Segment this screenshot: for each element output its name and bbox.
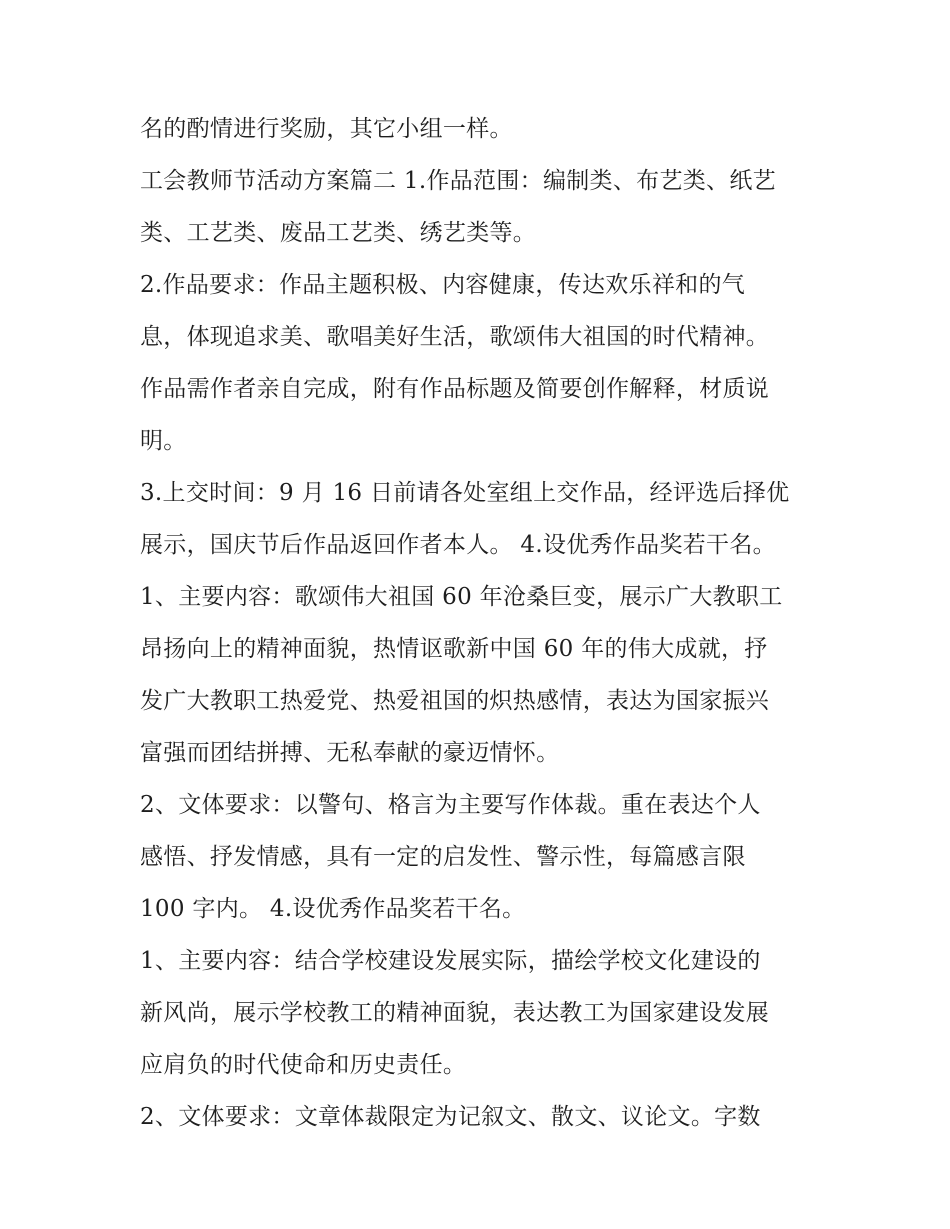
text-line: 2、文体要求：文章体裁限定为记叙文、散文、议论文。字数: [140, 1104, 761, 1130]
text-line: 1、主要内容：结合学校建设发展实际，描绘学校文化建设的: [140, 948, 761, 974]
text-line: 100 字内。 4.设优秀作品奖若干名。: [140, 896, 526, 922]
text-line: 应肩负的时代使命和历史责任。: [140, 1052, 467, 1078]
text-line: 1、主要内容：歌颂伟大祖国 60 年沧桑巨变，展示广大教职工: [140, 584, 783, 610]
text-line: 工会教师节活动方案篇二 1.作品范围：编制类、布艺类、纸艺: [140, 168, 776, 194]
paragraph-style-requirements-1: [140, 779, 820, 935]
paragraph-scope: [140, 155, 820, 259]
text-line: 感悟、抒发情感，具有一定的启发性、警示性，每篇感言限: [140, 844, 746, 870]
paragraph-award-note: [140, 103, 820, 155]
text-line: 作品需作者亲自完成，附有作品标题及简要创作解释，材质说: [140, 376, 770, 402]
paragraph-requirements: [140, 259, 820, 467]
paragraph-submission-time: [140, 467, 820, 571]
text-line: 2.作品要求：作品主题积极、内容健康，传达欢乐祥和的气: [140, 272, 746, 298]
text-line: 名的酌情进行奖励，其它小组一样。: [140, 116, 513, 142]
text-line: 明。: [140, 428, 187, 454]
text-line: 富强而团结拼搏、无私奉献的豪迈情怀。: [140, 740, 560, 766]
text-line: 展示，国庆节后作品返回作者本人。 4.设优秀作品奖若干名。: [140, 532, 776, 558]
text-line: 息，体现追求美、歌唱美好生活，歌颂伟大祖国的时代精神。: [140, 324, 770, 350]
paragraph-main-content-1: [140, 571, 820, 779]
paragraph-main-content-2: [140, 935, 820, 1091]
text-line: 昂扬向上的精神面貌，热情讴歌新中国 60 年的伟大成就，抒: [140, 636, 768, 662]
text-line: 发广大教职工热爱党、热爱祖国的炽热感情，表达为国家振兴: [140, 688, 770, 714]
paragraph-style-requirements-2: [140, 1091, 820, 1143]
text-line: 3.上交时间：9 月 16 日前请各处室组上交作品，经评选后择优: [140, 480, 790, 506]
text-line: 新风尚，展示学校教工的精神面貌，表达教工为国家建设发展: [140, 1000, 770, 1026]
document-body: [140, 103, 820, 1143]
text-line: 2、文体要求：以警句、格言为主要写作体裁。重在表达个人: [140, 792, 761, 818]
text-line: 类、工艺类、废品工艺类、绣艺类等。: [140, 220, 537, 246]
